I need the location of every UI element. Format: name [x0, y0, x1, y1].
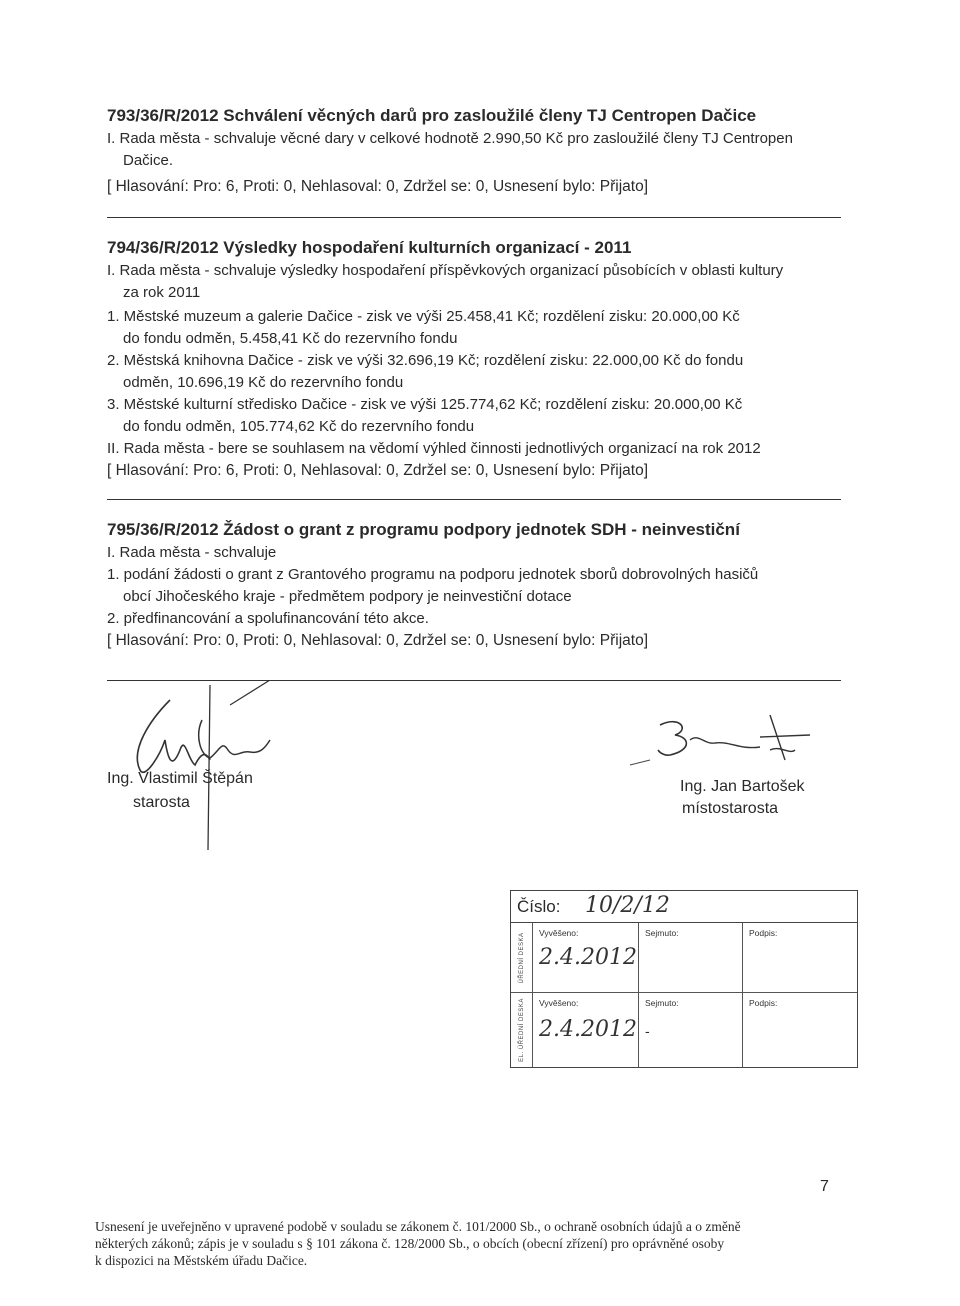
stamp-side-label: EL. ÚŘEDNÍ DESKA: [518, 998, 525, 1062]
resolution-795-item: 2. předfinancování a spolufinancování této akce.: [107, 610, 429, 627]
signature-left-name: Ing. Vlastimil Štěpán: [107, 770, 253, 787]
divider: [107, 499, 841, 500]
resolution-795-item: 1. podání žádosti o grant z Grantového programu na podporu jednotek sborů dobrovolných hasičů: [107, 566, 759, 583]
resolution-794-item: odměn, 10.696,19 Kč do rezervního fondu: [123, 374, 404, 391]
resolution-794-text: za rok 2011: [123, 284, 201, 301]
resolution-793-text: I. Rada města - schvaluje věcné dary v celkové hodnotě 2.990,50 Kč pro zasloužilé členy TJ Centropen: [107, 130, 793, 147]
resolution-793-heading: 793/36/R/2012 Schválení věcných darů pro zasloužilé členy TJ Centropen Dačice: [107, 106, 757, 125]
footer-line: některých zákonů; zápis je v souladu s § 101 zákona č. 128/2000 Sb., o obcích (obecní zřízení) pro oprávněné osoby: [95, 1236, 725, 1251]
footer-line: Usnesení je uveřejněno v upravené podobě v souladu se zákonem č. 101/2000 Sb., o ochraně osobních údajů a o změně: [95, 1219, 741, 1234]
resolution-794-item: 2. Městská knihovna Dačice - zisk ve výši 32.696,19 Kč; rozdělení zisku: 22.000,00 Kč do fondu: [107, 352, 744, 369]
resolution-793: [107, 104, 847, 198]
stamp-number-label: Číslo:: [517, 897, 561, 916]
resolution-794-item: 1. Městské muzeum a galerie Dačice - zisk ve výši 25.458,41 Kč; rozdělení zisku: 20.000,00 Kč: [107, 308, 740, 325]
resolution-793-vote: [ Hlasování: Pro: 6, Proti: 0, Nehlasoval: 0, Zdržel se: 0, Usnesení bylo: Přijato]: [107, 178, 649, 195]
signature-label: Podpis:: [749, 998, 778, 1008]
resolution-793-text: Dačice.: [123, 152, 174, 169]
stamp-number-value: 10/2/12: [585, 893, 670, 918]
resolution-794-heading: 794/36/R/2012 Výsledky hospodaření kulturních organizací - 2011: [107, 238, 632, 257]
resolution-795-vote: [ Hlasování: Pro: 0, Proti: 0, Nehlasoval: 0, Zdržel se: 0, Usnesení bylo: Přijato]: [107, 632, 649, 649]
signature-label: Podpis:: [749, 928, 778, 938]
resolution-795-heading: 795/36/R/2012 Žádost o grant z programu podpory jednotek SDH - neinvestiční: [107, 520, 740, 539]
removed-dash: -: [645, 1023, 650, 1039]
stamp-row-e-board: [511, 993, 857, 1067]
resolution-794-text: I. Rada města - schvaluje výsledky hospodaření příspěvkových organizací působících v oblasti kultury: [107, 262, 784, 279]
stamp-number-row: [511, 891, 857, 923]
resolution-794-text: II. Rada města - bere se souhlasem na vědomí výhled činnosti jednotlivých organizací na rok 2012: [107, 440, 761, 457]
posted-date: 2.4.2012: [539, 1017, 637, 1042]
signature-right-name: Ing. Jan Bartošek: [680, 778, 805, 795]
signature-mistostarosta-icon: [620, 705, 820, 775]
resolution-794-item: do fondu odměn, 105.774,62 Kč do rezervního fondu: [123, 418, 475, 435]
removed-label: Sejmuto:: [645, 928, 679, 938]
posted-label: Vyvěšeno:: [539, 998, 579, 1008]
signature-left-role: starosta: [133, 794, 190, 811]
posting-stamp: [510, 890, 858, 1068]
footer-note: [95, 1218, 835, 1269]
footer-line: k dispozici na Městském úřadu Dačice.: [95, 1253, 308, 1268]
divider: [107, 217, 841, 218]
posted-date: 2.4.2012: [539, 945, 637, 970]
resolution-794: [107, 236, 847, 482]
resolution-794-item: do fondu odměn, 5.458,41 Kč do rezervního fondu: [123, 330, 458, 347]
resolution-795-item: obcí Jihočeského kraje - předmětem podpory je neinvestiční dotace: [123, 588, 572, 605]
stamp-side-label: ÚŘEDNÍ DESKA: [518, 931, 525, 984]
page-number: 7: [820, 1178, 829, 1195]
resolution-795: [107, 518, 847, 652]
resolution-794-item: 3. Městské kulturní středisko Dačice - zisk ve výši 125.774,62 Kč; rozdělení zisku: 20.000,00 Kč: [107, 396, 743, 413]
resolution-794-vote: [ Hlasování: Pro: 6, Proti: 0, Nehlasoval: 0, Zdržel se: 0, Usnesení bylo: Přijato]: [107, 462, 649, 479]
stamp-row-board: [511, 923, 857, 993]
removed-label: Sejmuto:: [645, 998, 679, 1008]
signature-right-role: místostarosta: [682, 800, 779, 817]
posted-label: Vyvěšeno:: [539, 928, 579, 938]
resolution-795-text: I. Rada města - schvaluje: [107, 544, 277, 561]
